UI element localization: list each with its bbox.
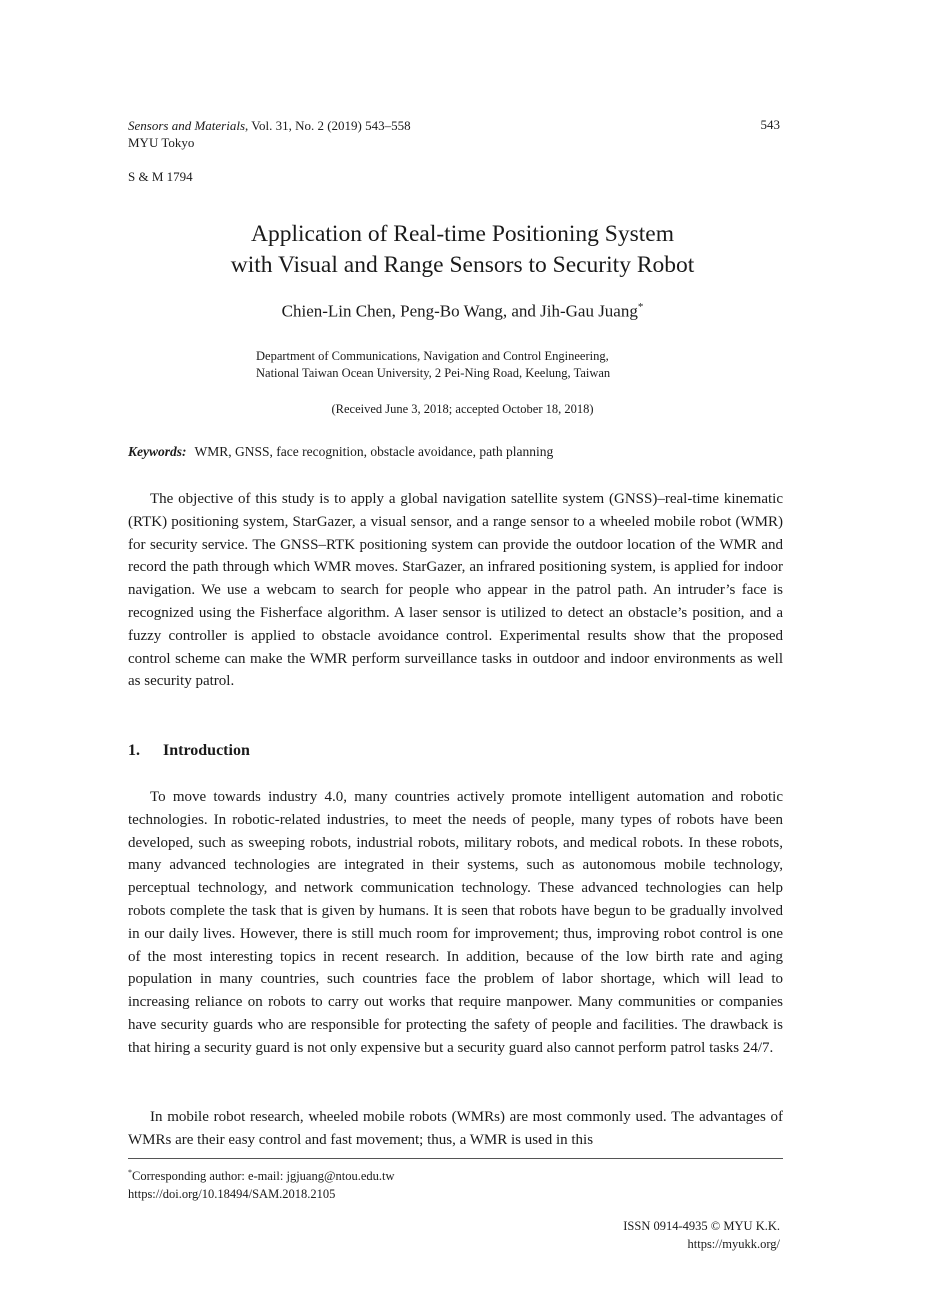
section-heading bbox=[128, 742, 250, 760]
page-number: 543 bbox=[760, 117, 780, 132]
title-line-2: with Visual and Range Sensors to Security Robot bbox=[230, 252, 695, 278]
journal-name: Sensors and Materials bbox=[128, 118, 245, 133]
keywords-text: WMR, GNSS, face recognition, obstacle avoidance, path planning bbox=[194, 444, 554, 459]
publisher-url[interactable]: https://myukk.org/ bbox=[687, 1237, 780, 1251]
received-dates: (Received June 3, 2018; accepted October 18, 2018) bbox=[331, 402, 594, 416]
journal-citation bbox=[128, 117, 411, 134]
body-paragraph-1: To move towards industry 4.0, many countries actively promote intelligent automation and robotic technologies. In robotic-related industries, to meet the needs of people, many types of robots have been developed, such as sweeping robots, industrial robots, military robots, and medical robots. In these robots, many advanced technologies are integrated in their systems, such as autonomous mobile technology, perceptual technology, and network communication technology. These advanced technologies can help robots complete the task that is given by humans. It is seen that robots have begun to be gradually involved in our daily lives. However, there is still much room for improvement; thus, improving robot control is one of the most interesting topics in recent research. In addition, because of the low birth rate and aging population in many countries, such countries face the problem of labor shortage, which will lead to increasing reliance on robots to carry out works that require manpower. Many communities or companies have security guards who are responsible for protecting the safety of people and facilities. The drawback is that hiring a security guard is not only expensive but a security guard also cannot perform patrol tasks 24/7. bbox=[128, 789, 783, 1056]
section-number: 1. bbox=[128, 742, 140, 759]
author-names: Chien-Lin Chen, Peng-Bo Wang, and Jih-Gau Juang bbox=[281, 301, 638, 321]
keywords-label: Keywords: bbox=[128, 444, 187, 459]
journal-details: , Vol. 31, No. 2 (2019) 543–558 bbox=[245, 118, 411, 133]
article-code: S & M 1794 bbox=[128, 169, 193, 184]
authors bbox=[0, 301, 925, 322]
footnote-divider bbox=[128, 1158, 783, 1159]
abstract: The objective of this study is to apply a global navigation satellite system (GNSS)–real-time kinematic (RTK) positioning system, StarGazer, a visual sensor, and a range sensor to a wheeled mobile robot (WMR) for security service. The GNSS–RTK positioning system can provide the outdoor location of the WMR and record the path through which WMR moves. StarGazer, an infrared positioning system, is applied for indoor navigation. We use a webcam to search for people who appear in the patrol path. An intruder’s face is recognized using the Fisherface algorithm. A laser sensor is utilized to detect an obstacle’s position, and a fuzzy controller is applied to obstacle avoidance control. Experimental results show that the proposed control scheme can make the WMR perform surveillance tasks in outdoor and indoor environments as well as security patrol. bbox=[128, 491, 783, 690]
affiliation-line-1: Department of Communications, Navigation and Control Engineering, bbox=[256, 349, 609, 363]
keywords bbox=[128, 444, 553, 460]
issn-block bbox=[623, 1217, 780, 1253]
affiliation-line-2: National Taiwan Ocean University, 2 Pei-Ning Road, Keelung, Taiwan bbox=[256, 366, 611, 380]
publisher: MYU Tokyo bbox=[128, 135, 195, 150]
section-title: Introduction bbox=[163, 742, 250, 759]
issn-text: ISSN 0914-4935 © MYU K.K. bbox=[623, 1219, 780, 1233]
corresponding-marker: * bbox=[637, 301, 644, 313]
footnote-author bbox=[128, 1164, 395, 1185]
affiliation bbox=[256, 348, 610, 382]
footnote-marker: * bbox=[128, 1168, 132, 1177]
paper-title bbox=[0, 219, 925, 281]
doi-link[interactable]: https://doi.org/10.18494/SAM.2018.2105 bbox=[128, 1187, 336, 1202]
footnote-author-text: Corresponding author: e-mail: jgjuang@ntou.edu.tw bbox=[132, 1169, 395, 1184]
body-paragraph-2: In mobile robot research, wheeled mobile robots (WMRs) are most commonly used. The advantages of WMRs are their easy control and fast movement; thus, a WMR is used in this bbox=[128, 1109, 783, 1148]
journal-header bbox=[128, 117, 411, 151]
title-line-1: Application of Real-time Positioning System bbox=[251, 221, 674, 247]
footnote bbox=[128, 1164, 395, 1203]
